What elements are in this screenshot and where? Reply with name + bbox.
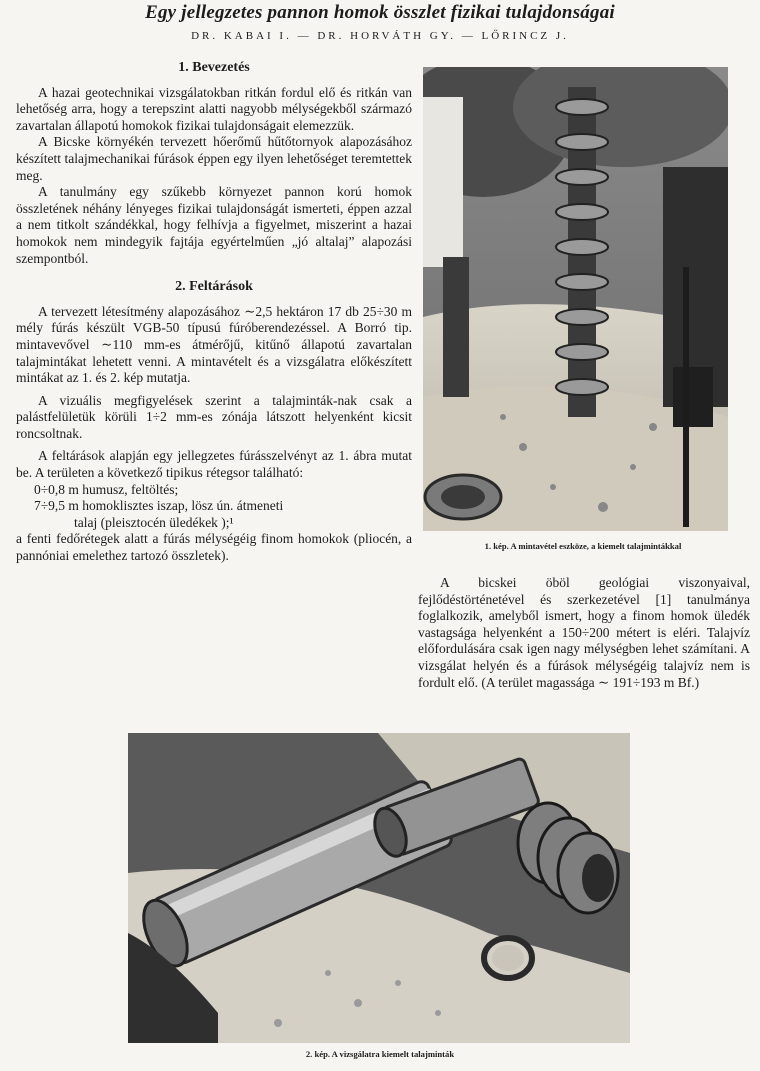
section-2-paragraph: A feltárások alapján egy jellegzetes fúrásszelvényt az 1. ábra mutat be. A területen a következő tipikus rétegsor található:	[16, 448, 412, 481]
figure-2-caption: 2. kép. A vizsgálatra kiemelt talajminták	[305, 1049, 455, 1059]
photo-soil-samples	[128, 733, 630, 1043]
article-title: Egy jellegzetes pannon homok összlet fizikai tulajdonságai	[145, 2, 615, 23]
right-paragraph: A bicskei öböl geológiai viszonyaival, fejlődéstörténetével és szerkezetével [1] tanulmánya foglalkozik, amelyből ismert, hogy a finom homok üledék vastagsága helyenként a 150÷200 métert is eléri. Talajvíz előfordulására csak igen nagy mélységben lehet számítani. A vizsgálat helyén és a fúrások mélységéig talajvíz nem is fordult elő. (A terület magassága ∼ 191÷193 m Bf.)	[418, 575, 750, 690]
layer-item: 7÷9,5 m homoklisztes iszap, lösz ún. átmeneti	[34, 498, 284, 514]
section-2-paragraph: A tervezett létesítmény alapozásához ∼2,5 hektáron 17 db 25÷30 m mély fúrás készült VGB-50 típusú fúróberendezéssel. A Borró tip. mintavevővel ∼110 mm-es átmérőjű, kitűnő állapotú zavartalan talajmintákat lehetett venni. A mintavételt és a vizsgálatra előkészített mintákat az 1. és 2. kép mutatja.	[16, 303, 412, 386]
section-2-closing: a fenti fedőrétegek alatt a fúrás mélységéig finom homokok (pliocén, a pannóniai emelethez tartozó összletek).	[16, 531, 412, 564]
section-1-heading: 1. Bevezetés	[178, 60, 250, 75]
section-1-paragraph: A Bicske környékén tervezett hőerőmű hűtőtornyok alapozásához készített talajmechanikai fúrások éppen egy ilyen lehetőséget teremtettek meg.	[16, 134, 412, 183]
section-2	[16, 279, 412, 565]
left-column	[16, 60, 412, 565]
photo-sampling-tool	[423, 67, 728, 531]
layer-item: 0÷0,8 m humusz, feltöltés;	[34, 481, 179, 497]
section-2-heading: 2. Feltárások	[175, 279, 253, 295]
figure-1-caption: 1. kép. A mintavétel eszköze, a kiemelt talajmintákkal	[484, 541, 682, 551]
section-1-paragraph: A tanulmány egy szűkebb környezet pannon korú homok összletének néhány lényeges fizikai tulajdonságát ismerteti, éppen azzal a nem titkolt szándékkal, hogy felhívja a figyelmet, miszerint a hazai homokok nem mindegyik fajtája egyértelműen „jó altalaj” alapozási szempontból.	[16, 184, 412, 266]
section-2-paragraph: A vizuális megfigyelések szerint a talajminták-nak csak a palástfelületük körüli 1÷2 mm-es zónája látszott helyenként kicsit roncsoltnak.	[16, 392, 412, 441]
layer-item-continuation: talaj (pleisztocén üledékek );¹	[74, 514, 234, 530]
authors-line: DR. KABAI I. — DR. HORVÁTH GY. — LŐRINCZ J.	[191, 30, 569, 42]
right-column-text	[418, 575, 750, 691]
section-1-paragraph: A hazai geotechnikai vizsgálatokban ritkán fordul elő és ritkán van lehetőség arra, hogy a terepszint alatti nagyobb mélységekből származó zavartalan állapotú homokok fizikai tulajdonságait elemezzük.	[16, 84, 412, 133]
